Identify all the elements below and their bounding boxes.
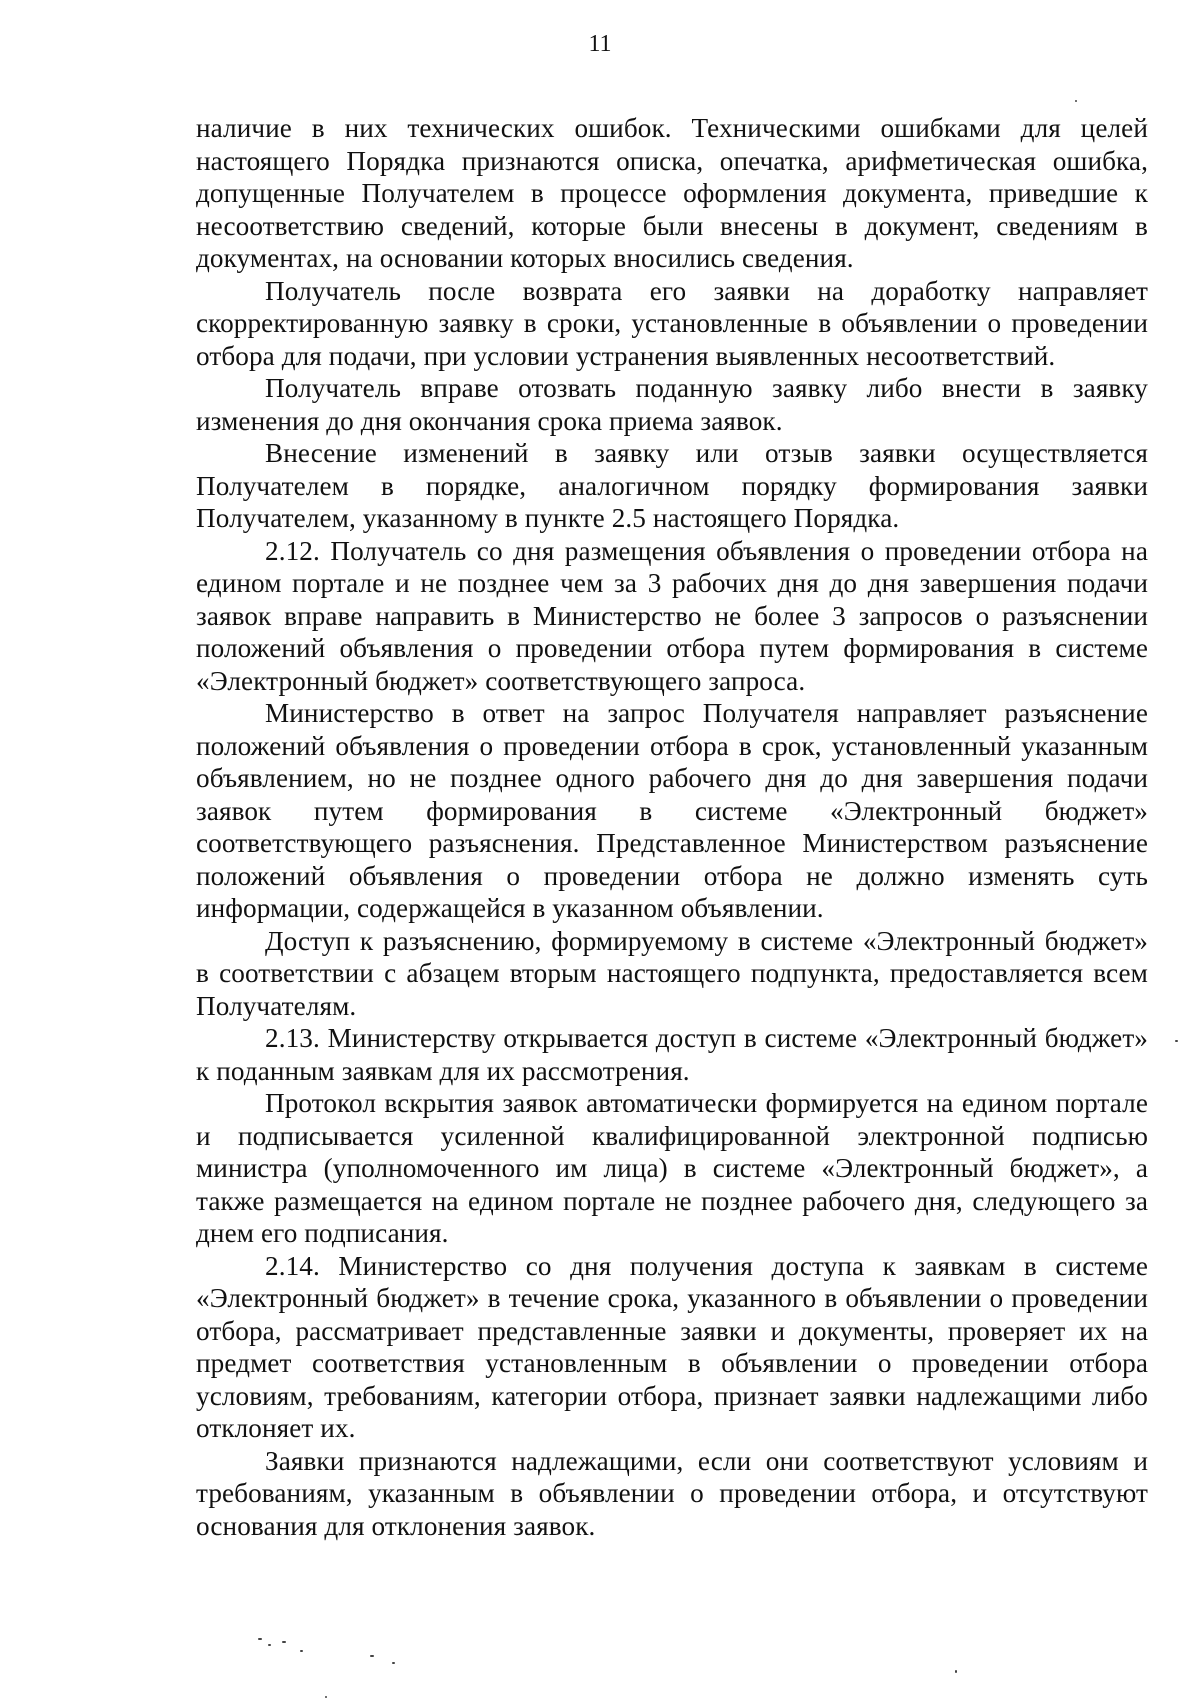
scan-speck <box>955 1670 957 1673</box>
paragraph-continuation: наличие в них технических ошибок. Техническими ошибками для целей настоящего Порядка признаются описка, опечатка, арифметическая ошибка, допущенные Получателем в процессе оформления документа, приведшие к несоответствию сведений, которые были внесены в документ, сведениям в документах, на основании которых вносились сведения. <box>196 113 1148 273</box>
paragraph-ministry-response: Министерство в ответ на запрос Получателя направляет разъяснение положений объявления о проведении отбора в срок, установленный указанным объявлением, но не позднее одного рабочего дня до дня завершения подачи заявок путем формирования в системе «Электронный бюджет» соответствующего разъяснения. Представленное Министерством разъяснение положений объявления о проведении отбора не должно изменять суть информации, содержащейся в указанном объявлении. <box>196 698 1148 923</box>
paragraph-resubmission: Получатель после возврата его заявки на доработку направляет скорректированную заявку в сроки, установленные в объявлении о проведении отбора для подачи, при условии устранения выявленных несоответствий. <box>196 275 1148 371</box>
paragraph-amendment-procedure: Внесение изменений в заявку или отзыв заявки осуществляется Получателем в порядке, аналогичном порядку формирования заявки Получателем, указанному в пункте 2.5 настоящего Порядка. <box>196 438 1148 533</box>
paragraph-withdrawal: Получатель вправе отозвать поданную заявку либо внести в заявку изменения до дня окончания срока приема заявок. <box>196 373 1148 436</box>
page-number: 11 <box>588 31 612 57</box>
scan-speck <box>268 1644 271 1646</box>
scan-speck <box>258 1638 262 1640</box>
scan-speck <box>1175 1040 1178 1042</box>
paragraph-clause-2-12: 2.12. Получатель со дня размещения объявления о проведении отбора на едином портале и не позднее чем за 3 рабочих дня до дня завершения подачи заявок вправе направить в Министерство не более 3 запросов о разъяснении положений объявления о проведении отбора путем формирования в системе «Электронный бюджет» соответствующего запроса. <box>196 535 1148 696</box>
paragraph-clarification-access: Доступ к разъяснению, формируемому в системе «Электронный бюджет» в соответствии с абзацем вторым настоящего подпункта, предоставляется всем Получателям. <box>196 925 1148 1021</box>
paragraph-opening-protocol: Протокол вскрытия заявок автоматически формируется на едином портале и подписывается усиленной квалифицированной электронной подписью министра (уполномоченного им лица) в системе «Электронный бюджет», а также размещается на едином портале не позднее рабочего дня, следующего за днем его подписания. <box>196 1088 1148 1248</box>
scan-speck <box>370 1655 374 1657</box>
scan-speck <box>282 1641 286 1643</box>
document-body <box>196 112 1148 1542</box>
scan-speck <box>325 1696 327 1698</box>
scan-speck <box>300 1650 303 1652</box>
paragraph-clause-2-13: 2.13. Министерству открывается доступ в системе «Электронный бюджет» к поданным заявкам для их рассмотрения. <box>196 1023 1148 1086</box>
paragraph-clause-2-14: 2.14. Министерство со дня получения доступа к заявкам в системе «Электронный бюджет» в течение срока, указанного в объявлении о проведении отбора, рассматривает представленные заявки и документы, проверяет их на предмет соответствия установленным в объявлении о проведении отбора условиям, требованиям, категории отбора, признает заявки надлежащими либо отклоняет их. <box>196 1250 1148 1443</box>
scan-speck <box>392 1662 395 1664</box>
scan-speck <box>1075 100 1077 102</box>
paragraph-proper-applications: Заявки признаются надлежащими, если они соответствуют условиям и требованиям, указанным в объявлении о проведении отбора, и отсутствуют основания для отклонения заявок. <box>196 1445 1148 1541</box>
